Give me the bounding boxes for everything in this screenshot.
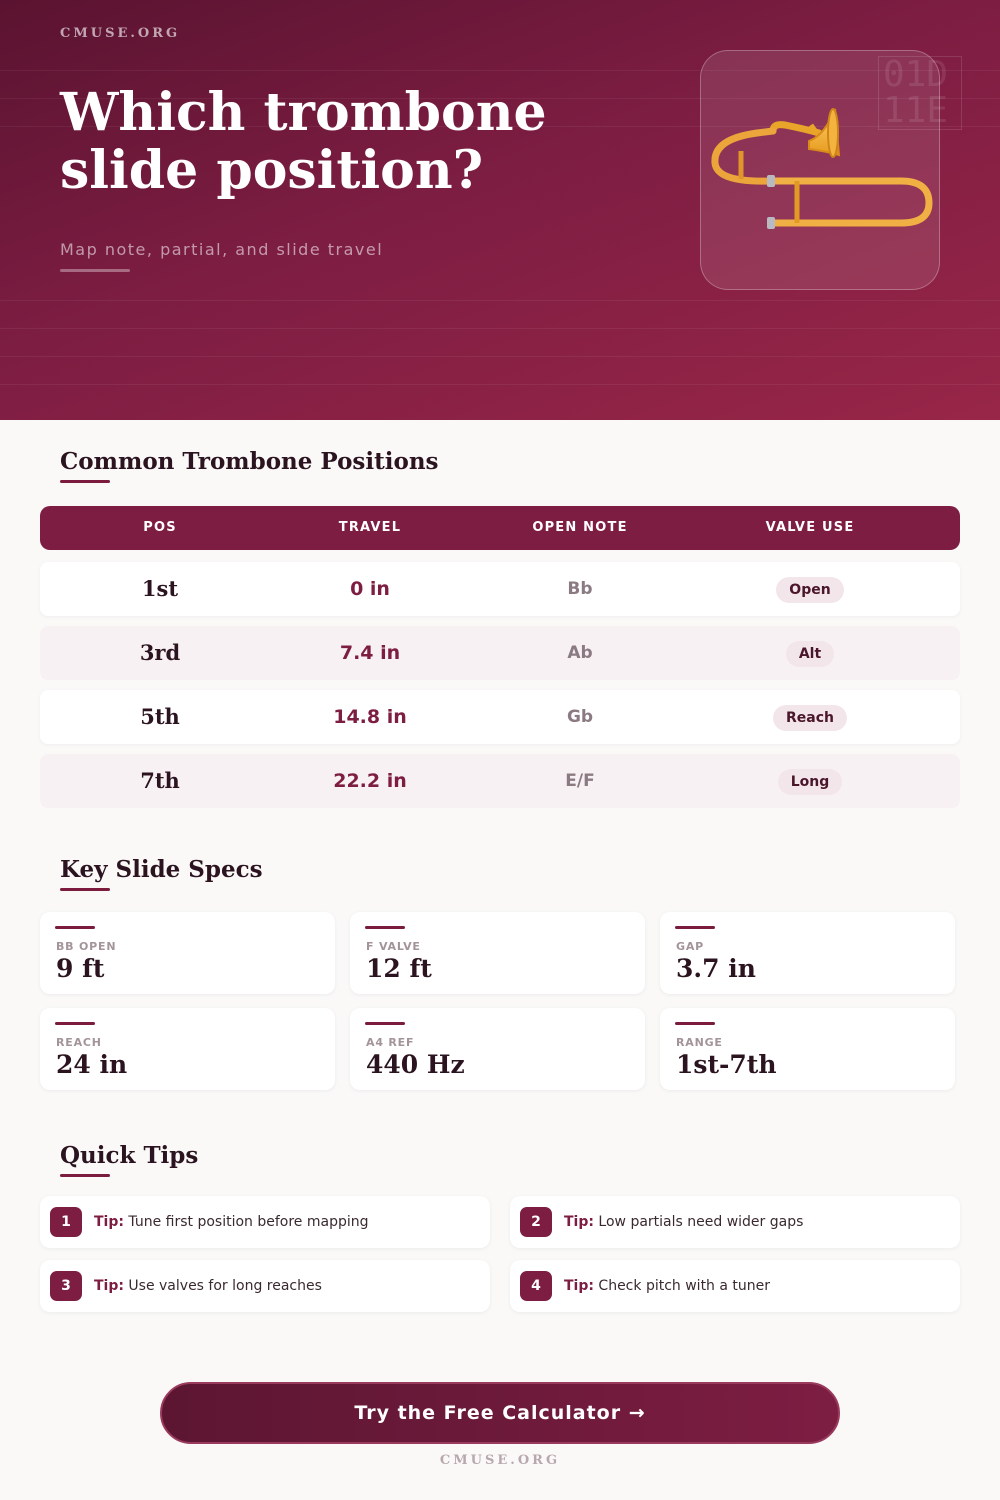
valve-badge: Reach bbox=[773, 705, 847, 731]
icon-card bbox=[700, 50, 940, 290]
spec-card bbox=[40, 912, 335, 994]
spec-accent bbox=[55, 926, 95, 929]
page-title: Which trombone slide position? bbox=[60, 82, 547, 201]
tip-number: 1 bbox=[50, 1207, 82, 1237]
spec-accent bbox=[675, 1022, 715, 1025]
section-underline bbox=[60, 1174, 110, 1177]
spec-card bbox=[350, 912, 645, 994]
brand-label: CMUSE.ORG bbox=[60, 26, 181, 41]
spec-value: 3.7 in bbox=[676, 954, 756, 983]
spec-label: REACH bbox=[56, 1036, 102, 1049]
table-row bbox=[40, 562, 960, 616]
tip-card bbox=[510, 1196, 960, 1248]
tip-body: Check pitch with a tuner bbox=[598, 1278, 771, 1294]
subtitle-underline bbox=[60, 269, 130, 272]
table-row bbox=[40, 626, 960, 680]
spec-value: 9 ft bbox=[56, 954, 105, 983]
header-travel: TRAVEL bbox=[338, 520, 402, 535]
valve-badge: Open bbox=[776, 577, 843, 603]
cell-open-note: Bb bbox=[567, 579, 593, 599]
spec-value: 1st-7th bbox=[676, 1050, 777, 1079]
valve-badge: Long bbox=[778, 769, 843, 795]
cell-valve bbox=[680, 626, 940, 680]
hero-line bbox=[0, 300, 1000, 301]
cell-pos: 1st bbox=[141, 576, 179, 601]
tip-prefix: Tip: bbox=[94, 1214, 124, 1230]
spec-accent bbox=[365, 1022, 405, 1025]
header-pos: POS bbox=[143, 520, 177, 535]
table-row bbox=[40, 690, 960, 744]
cell-open-note: E/F bbox=[565, 771, 595, 791]
spec-card bbox=[660, 912, 955, 994]
tip-text bbox=[94, 1196, 369, 1248]
tip-prefix: Tip: bbox=[94, 1278, 124, 1294]
cell-open-note: Ab bbox=[567, 643, 593, 663]
code-line: 11E bbox=[883, 90, 949, 131]
tip-text bbox=[564, 1260, 770, 1312]
cell-travel: 14.8 in bbox=[333, 706, 407, 728]
cell-valve bbox=[680, 562, 940, 616]
cell-valve bbox=[680, 690, 940, 744]
tip-prefix: Tip: bbox=[564, 1278, 594, 1294]
spec-accent bbox=[365, 926, 405, 929]
spec-label: A4 REF bbox=[366, 1036, 415, 1049]
header-open-note: OPEN NOTE bbox=[532, 520, 628, 535]
page-subtitle: Map note, partial, and slide travel bbox=[60, 240, 384, 259]
spec-card bbox=[350, 1008, 645, 1090]
section-underline bbox=[60, 888, 110, 891]
tips-title: Quick Tips bbox=[60, 1142, 199, 1169]
cell-pos: 3rd bbox=[139, 640, 181, 665]
spec-label: GAP bbox=[676, 940, 705, 953]
spec-label: RANGE bbox=[676, 1036, 723, 1049]
valve-badge: Alt bbox=[786, 641, 834, 667]
trombone-icon bbox=[701, 51, 941, 291]
footer-brand: CMUSE.ORG bbox=[439, 1453, 561, 1468]
tip-body: Use valves for long reaches bbox=[128, 1278, 322, 1294]
tip-body: Low partials need wider gaps bbox=[598, 1214, 804, 1230]
section-underline bbox=[60, 480, 110, 483]
spec-card bbox=[40, 1008, 335, 1090]
spec-card bbox=[660, 1008, 955, 1090]
table-row bbox=[40, 754, 960, 808]
tip-text bbox=[94, 1260, 322, 1312]
specs-title: Key Slide Specs bbox=[60, 856, 263, 883]
spec-accent bbox=[675, 926, 715, 929]
hero-banner bbox=[0, 0, 1000, 420]
cell-travel: 22.2 in bbox=[333, 770, 407, 792]
header-valve-use: VALVE USE bbox=[765, 520, 855, 535]
cell-open-note: Gb bbox=[566, 707, 594, 727]
table-header bbox=[40, 506, 960, 550]
cell-pos: 5th bbox=[140, 704, 180, 729]
hero-line bbox=[0, 384, 1000, 385]
cell-travel: 7.4 in bbox=[339, 642, 401, 664]
tip-text bbox=[564, 1196, 803, 1248]
tip-number: 2 bbox=[520, 1207, 552, 1237]
cell-pos: 7th bbox=[140, 768, 180, 793]
tip-card bbox=[510, 1260, 960, 1312]
tip-prefix: Tip: bbox=[564, 1214, 594, 1230]
spec-value: 24 in bbox=[56, 1050, 128, 1079]
spec-label: F VALVE bbox=[366, 940, 421, 953]
tip-body: Tune first position before mapping bbox=[128, 1214, 369, 1230]
spec-value: 440 Hz bbox=[366, 1050, 465, 1079]
tip-number: 3 bbox=[50, 1271, 82, 1301]
positions-title: Common Trombone Positions bbox=[60, 448, 439, 475]
tip-card bbox=[40, 1260, 490, 1312]
cell-valve bbox=[680, 754, 940, 808]
hero-line bbox=[0, 356, 1000, 357]
spec-value: 12 ft bbox=[366, 954, 432, 983]
tip-number: 4 bbox=[520, 1271, 552, 1301]
cell-travel: 0 in bbox=[350, 578, 390, 600]
code-line: 01D bbox=[883, 54, 949, 95]
spec-accent bbox=[55, 1022, 95, 1025]
spec-label: BB OPEN bbox=[56, 940, 117, 953]
tip-card bbox=[40, 1196, 490, 1248]
calculator-cta-button[interactable]: Try the Free Calculator → bbox=[160, 1382, 840, 1444]
hero-line bbox=[0, 328, 1000, 329]
